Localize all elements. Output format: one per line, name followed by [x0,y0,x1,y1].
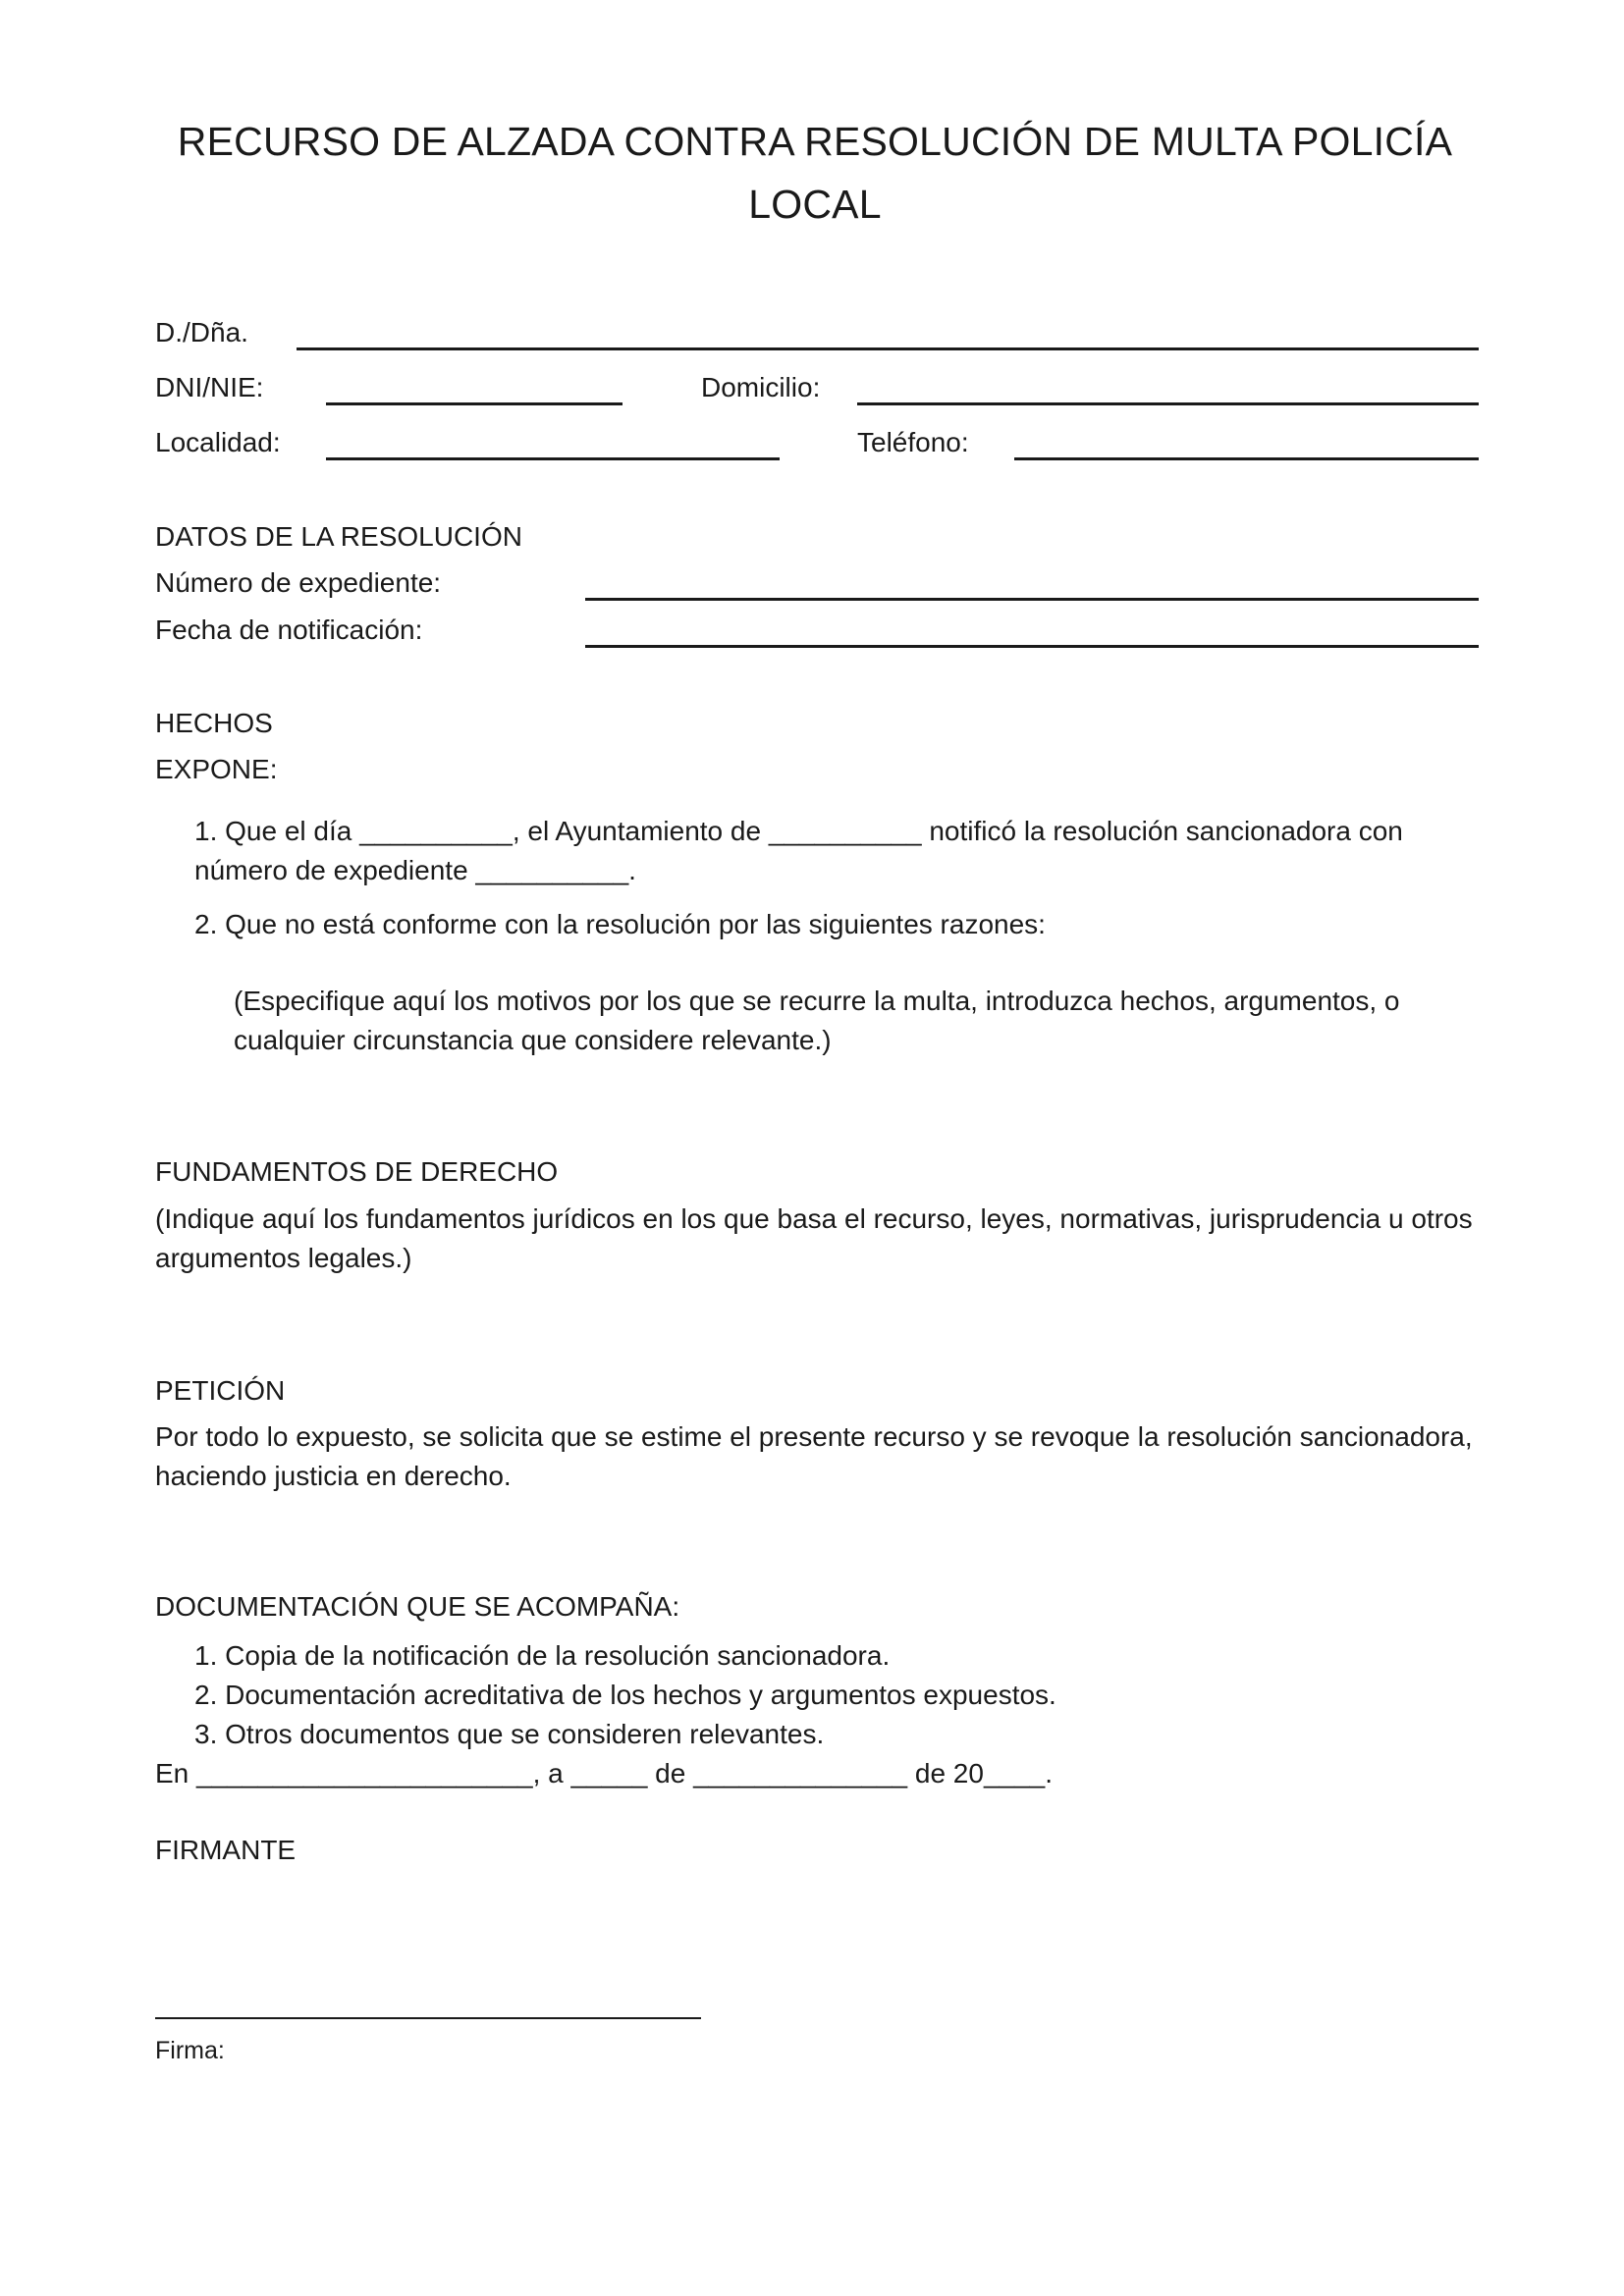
attachment-item: 1. Copia de la notificación de la resolución sancionadora. [194,1640,891,1671]
city-field[interactable] [326,457,780,460]
dni-field[interactable] [326,402,623,405]
legal-hint: (Indique aquí los fundamentos jurídicos en los que basa el recurso, leyes, normativas, jurisprudencia u otros argumentos legales.) [155,1203,1473,1273]
name-label: D./Dña. [155,317,248,347]
resolution-heading: DATOS DE LA RESOLUCIÓN [155,521,522,552]
phone-field[interactable] [1014,457,1479,460]
signer-heading: FIRMANTE [155,1835,297,1865]
facts-heading: HECHOS [155,708,273,738]
city-label: Localidad: [155,427,281,457]
file-number-field[interactable] [585,598,1479,601]
name-field[interactable] [297,347,1479,350]
attachment-item: 2. Documentación acreditativa de los hechos y argumentos expuestos. [194,1680,1056,1710]
notification-date-field[interactable] [585,645,1479,648]
facts-item-1: 1. Que el día __________, el Ayuntamiento de __________ notificó la resolución sancionadora con número de expediente __________. [194,816,1403,885]
legal-heading: FUNDAMENTOS DE DERECHO [155,1156,559,1187]
address-label: Domicilio: [701,372,821,402]
dni-label: DNI/NIE: [155,372,264,402]
reasons-hint: (Especifique aquí los motivos por los que se recurre la multa, introduzca hechos, argumentos, o cualquier circunstancia que considere relevante.) [234,986,1400,1055]
document-title: RECURSO DE ALZADA CONTRA RESOLUCIÓN DE MULTA POLICÍA LOCAL [177,119,1453,227]
phone-label: Teléfono: [857,427,969,457]
petition-heading: PETICIÓN [155,1375,286,1406]
file-number-label: Número de expediente: [155,567,442,598]
expone-label: EXPONE: [155,754,278,784]
facts-item-2: 2. Que no está conforme con la resolución por las siguientes razones: [194,909,1046,939]
attachment-item: 3. Otros documentos que se consideren relevantes. [194,1719,825,1749]
address-field[interactable] [857,402,1479,405]
notification-date-label: Fecha de notificación: [155,614,423,645]
signature-label: Firma: [155,2037,225,2064]
signature-line[interactable] [155,2017,701,2019]
place-date-line: En ______________________, a _____ de ______________ de 20____. [155,1758,1054,1789]
petition-text: Por todo lo expuesto, se solicita que se estime el presente recurso y se revoque la resolución sancionadora, haciendo justicia en derecho. [155,1421,1473,1491]
attachments-heading: DOCUMENTACIÓN QUE SE ACOMPAÑA: [155,1591,680,1622]
